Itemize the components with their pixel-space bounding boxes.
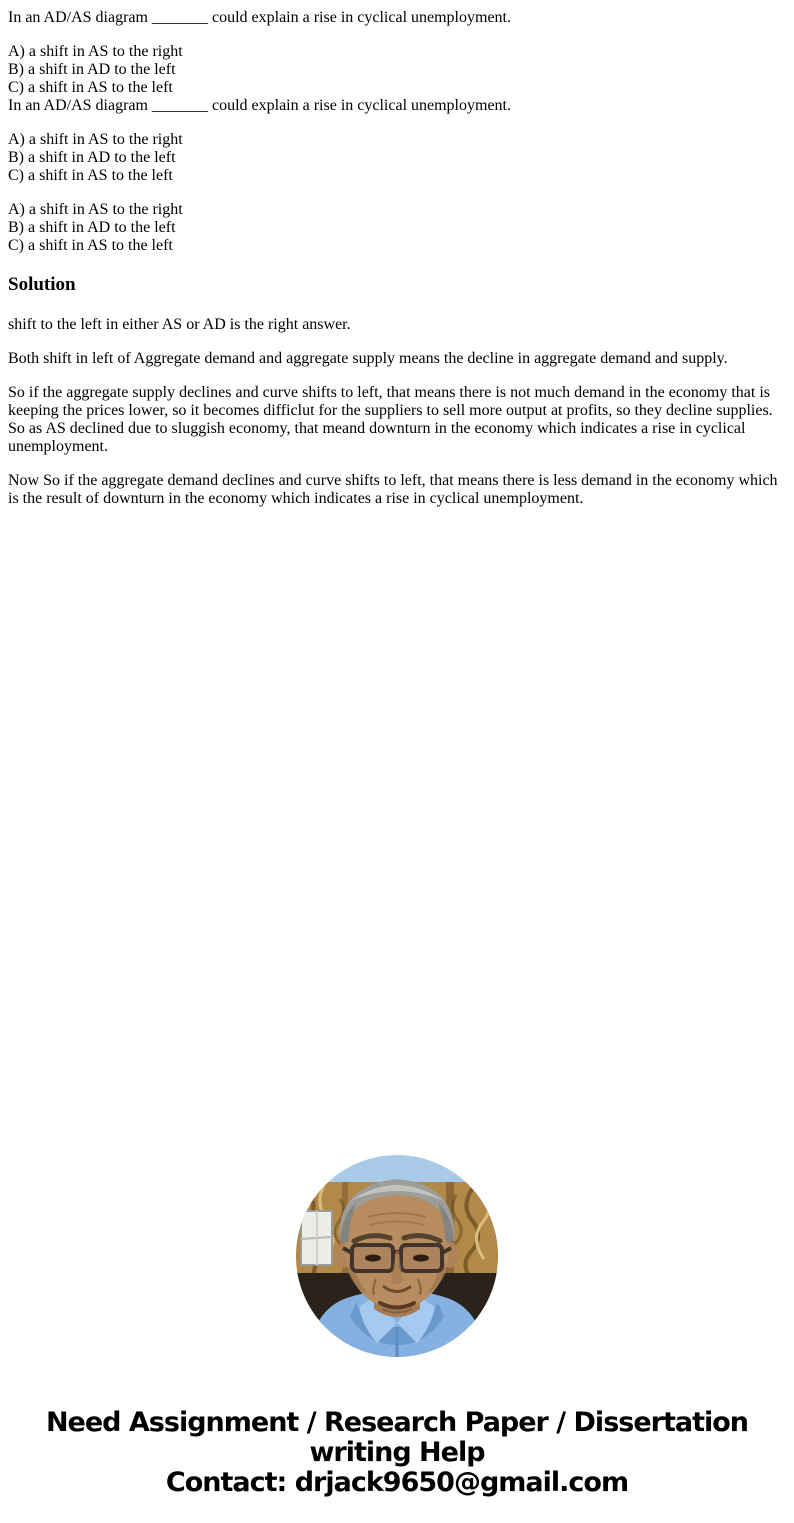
solution-heading: Solution [8, 274, 76, 295]
option-b: B) a shift in AD to the left [8, 149, 176, 166]
option-b: B) a shift in AD to the left [8, 61, 176, 78]
photo-wall-frame [301, 1211, 332, 1265]
option-c: C) a shift in AS to the left [8, 79, 173, 96]
footer-line-2: writing Help [309, 1437, 485, 1468]
footer-line-1: Need Assignment / Research Paper / Dissertation [45, 1407, 749, 1438]
option-a: A) a shift in AS to the right [8, 201, 183, 218]
option-c: C) a shift in AS to the left [8, 167, 173, 184]
options-block-3 [8, 201, 786, 255]
options-block-1 [8, 43, 786, 115]
solution-explanation-3: Now So if the aggregate demand declines and curve shifts to left, that means there is less demand in the economy which is the result of downturn in the economy which indicates a rise in cyclical unemployment. [8, 472, 778, 507]
option-a: A) a shift in AS to the right [8, 43, 183, 60]
solution-explanation-2: So if the aggregate supply declines and curve shifts to left, that means there is not much demand in the economy that is keeping the prices lower, so it becomes difficlut for the suppliers to sell more output at profits, so they decline supplies. So as AS declined due to sluggish economy, that meand downturn in the economy which indicates a rise in cyclical unemployment. [8, 384, 773, 455]
option-b: B) a shift in AD to the left [8, 219, 176, 236]
question-text-repeat: In an AD/AS diagram _______ could explain a rise in cyclical unemployment. [8, 97, 511, 114]
question-text: In an AD/AS diagram _______ could explain a rise in cyclical unemployment. [8, 9, 511, 26]
solution-explanation-1: Both shift in left of Aggregate demand and aggregate supply means the decline in aggregate demand and supply. [8, 350, 728, 367]
tutor-avatar [296, 1155, 498, 1357]
solution-answer: shift to the left in either AS or AD is the right answer. [8, 316, 351, 333]
option-a: A) a shift in AS to the right [8, 131, 183, 148]
footer-contact-email: Contact: drjack9650@gmail.com [165, 1467, 629, 1498]
option-c: C) a shift in AS to the left [8, 237, 173, 254]
tutor-photo-image [296, 1155, 498, 1357]
options-block-2 [8, 131, 786, 185]
footer-banner [8, 1408, 786, 1498]
